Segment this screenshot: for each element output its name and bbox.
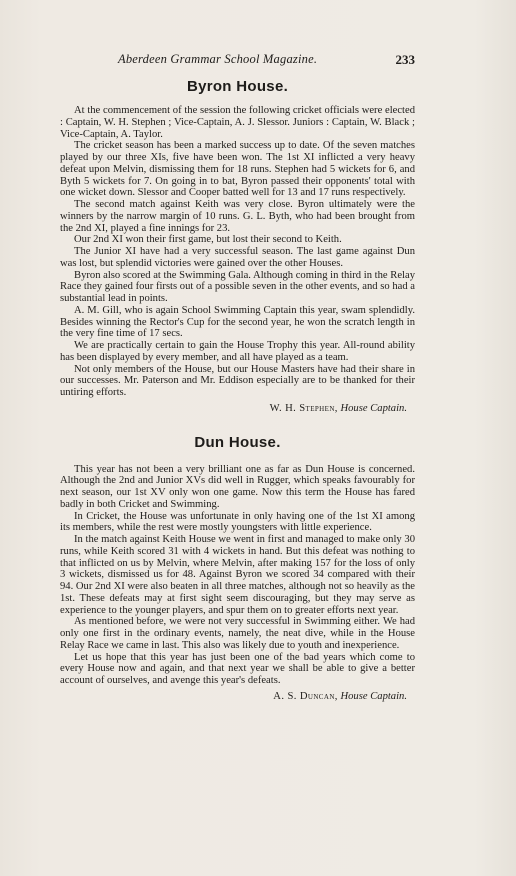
dun-signature <box>60 691 407 703</box>
dun-paragraph: Let us hope that this year has just been one of the bad years which come to every House now and again, and that next year we shall be able to give a better account of ourselves, and avenge this year's defeats. <box>60 651 415 686</box>
dun-signature-name: A. S. Duncan, <box>273 690 338 702</box>
byron-paragraph: A. M. Gill, who is again School Swimming Captain this year, swam splendidly. Besides winning the Rector's Cup for the second year, he won the scratch length in the very fine time of 17 secs. <box>60 304 415 340</box>
byron-signature-name: W. H. Stephen, <box>269 402 338 414</box>
byron-paragraph: Not only members of the House, but our House Masters have had their share in our successes. Mr. Paterson and Mr. Eddison especially are to be thanked for their untiring efforts. <box>60 363 415 398</box>
dun-signature-role: House Captain. <box>340 690 407 702</box>
byron-paragraph: The Junior XI have had a very successful season. The last game against Dun was lost, but splendid victories were gained over the other Houses. <box>60 246 415 269</box>
dun-paragraph: This year has not been a very brilliant one as far as Dun House is concerned. Although the 2nd and Junior XVs did well in Rugger, which speaks favourably for next season, our 1st XV only won one game. Now this term the House has fared badly in both Cricket and Swimming. <box>60 463 415 510</box>
dun-paragraph: As mentioned before, we were not very successful in Swimming either. We had only one first in the ordinary events, namely, the neat dive, while in the House Relay Race we came in last. This also was likely due to youth and inexperience. <box>60 616 415 651</box>
running-title: Aberdeen Grammar School Magazine. <box>118 52 318 66</box>
byron-paragraph: The second match against Keith was very close. Byron ultimately were the winners by the narrow margin of 10 runs. G. L. Byth, who had been brought from the 2nd XI, played a fine innings for 23. <box>60 199 415 234</box>
dun-paragraph: In Cricket, the House was unfortunate in only having one of the 1st XI among its members, while the rest were mostly youngsters with little experience. <box>60 510 415 534</box>
byron-paragraph: Byron also scored at the Swimming Gala. Although coming in third in the Relay Race they gained four firsts out of a possible seven in the other events, and so had a substantial lead in points. <box>60 269 415 304</box>
dun-paragraph: In the match against Keith House we went in first and managed to make only 30 runs, while Keith scored 31 with 4 wickets in hand. But this defeat was nothing to that inflicted on us by Melvin, where Melvin, after making 157 for the loss of only 3 wickets, dismissed us for 48. Against Byron we scored 34 compared with their 94. Our 2nd XI were also beaten in all three matches, although not so heavily as the 1st. These defeats may at first sight seem discouraging, but they may serve as experience to the younger players, and spur them on to greater efforts next year. <box>60 534 415 616</box>
running-header <box>60 52 415 70</box>
page-number: 233 <box>395 52 415 67</box>
dun-house-title: Dun House. <box>194 433 281 451</box>
byron-paragraph: Our 2nd XI won their first game, but lost their second to Keith. <box>74 234 342 246</box>
byron-paragraph: We are practically certain to gain the House Trophy this year. All-round ability has been displayed by every member, and all have played as a team. <box>60 340 415 363</box>
page-content <box>60 78 415 703</box>
byron-signature <box>60 403 407 415</box>
byron-signature-role: House Captain. <box>340 402 407 414</box>
byron-house-title: Byron House. <box>186 78 289 95</box>
byron-paragraph: At the commencement of the session the following cricket officials were elected : Captain, W. H. Stephen ; Vice-Captain, A. J. Slessor. Juniors : Captain, W. Black ; Vice-Captain, A. Taylor. <box>60 105 415 140</box>
byron-paragraph: The cricket season has been a marked success up to date. Of the seven matches played by our three XIs, five have been won. The 1st XI inflicted a very heavy defeat upon Melvin, dismissing them for 18 runs. Stephen had 5 wickets for 6, and Byth 5 wickets for 7. On going in to bat, Byron passed their opponents' total with one wicket down. Slessor and Cooper batted well for 13 and 17 runs respectively. <box>60 140 415 199</box>
